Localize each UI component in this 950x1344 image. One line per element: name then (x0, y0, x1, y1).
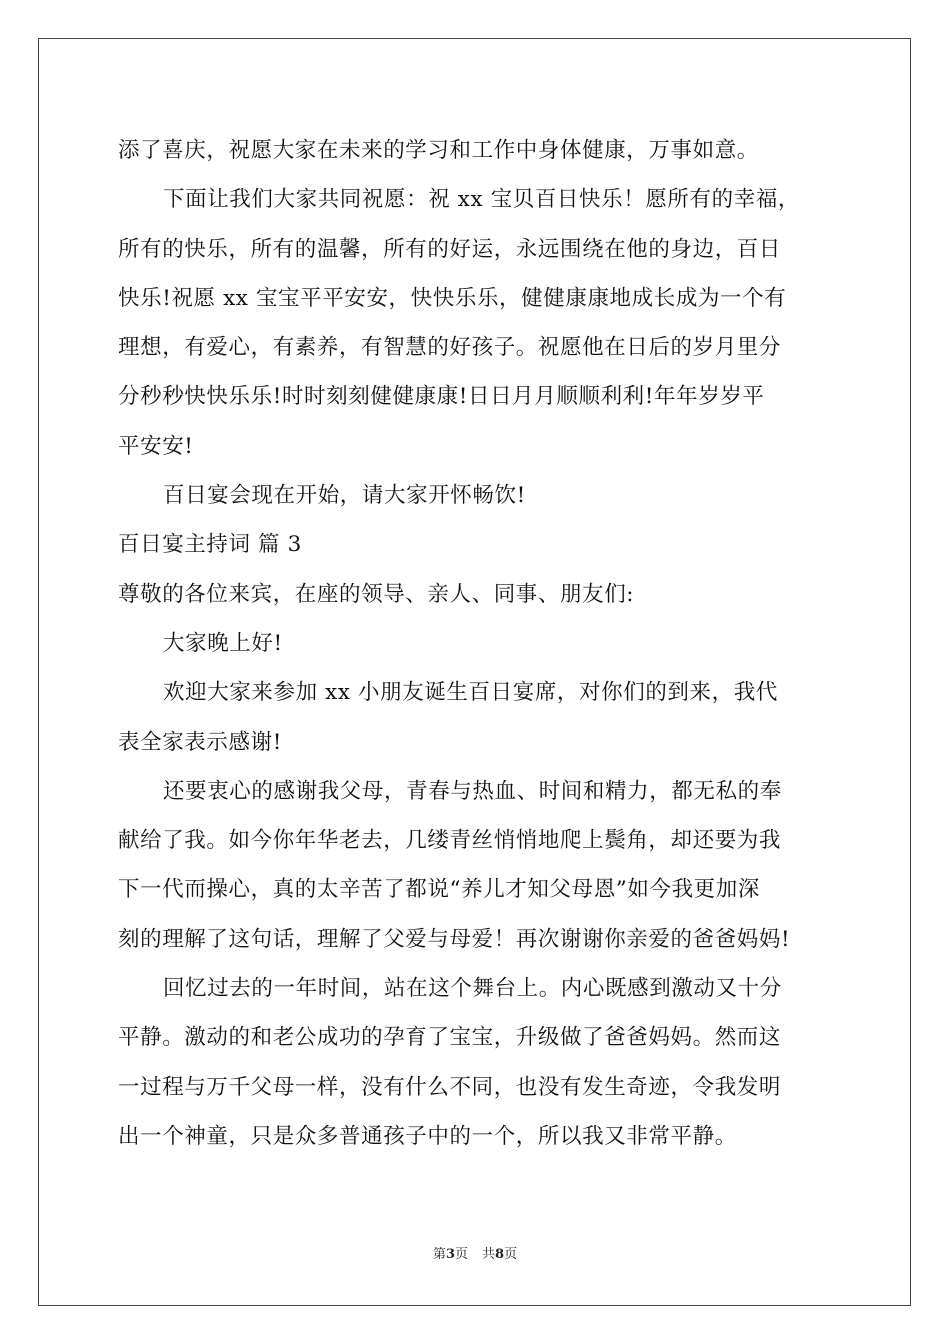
text-line: 表全家表示感谢! (118, 729, 282, 755)
text-line: 理想，有爱心，有素养，有智慧的好孩子。祝愿他在日后的岁月里分 (118, 335, 782, 361)
text-line: 添了喜庆，祝愿大家在未来的学习和工作中身体健康，万事如意。 (118, 138, 759, 163)
text-line: 快乐!祝愿 xx 宝宝平平安安，快快乐乐，健健康康地成长成为一个有 (118, 285, 787, 311)
current-page-number: 3 (445, 1247, 455, 1262)
text-line: 平安安! (118, 433, 194, 459)
text-line: 下一代而操心，真的太辛苦了都说“养儿才知父母恩”如今我更加深 (118, 877, 760, 903)
text-line: 欢迎大家来参加 xx 小朋友诞生百日宴席，对你们的到来，我代 (163, 680, 778, 706)
text-line: 下面让我们大家共同祝愿：祝 xx 宝贝百日快乐！愿所有的幸福， (163, 187, 801, 213)
text-line: 回忆过去的一年时间，站在这个舞台上。内心既感到激动又十分 (163, 976, 782, 1002)
total-pages-label: 共8页 (482, 1247, 518, 1262)
section-heading: 百日宴主持词 篇 3 (118, 532, 302, 558)
salutation-line: 尊敬的各位来宾，在座的领导、亲人、同事、朋友们: (118, 581, 635, 607)
text-line: 分秒秒快快乐乐!时时刻刻健健康康!日日月月顺顺利利!年年岁岁平 (118, 384, 765, 410)
page-number-label: 第3页 (432, 1247, 468, 1262)
text-line: 出一个神童，只是众多普通孩子中的一个，所以我又非常平静。 (118, 1123, 737, 1149)
text-line: 百日宴会现在开始，请大家开怀畅饮! (163, 483, 526, 509)
text-line: 献给了我。如今你年华老去，几缕青丝悄悄地爬上鬓角，却还要为我 (118, 828, 782, 854)
page-footer (0, 1246, 950, 1264)
text-line: 一过程与万千父母一样，没有什么不同，也没有发生奇迹，令我发明 (118, 1074, 782, 1100)
greeting-line: 大家晚上好! (163, 630, 283, 656)
text-line: 平静。激动的和老公成功的孕育了宝宝，升级做了爸爸妈妈。然而这 (118, 1025, 782, 1051)
document-body (118, 126, 853, 1161)
text-line: 刻的理解了这句话，理解了父爱与母爱！再次谢谢你亲爱的爸爸妈妈! (118, 926, 791, 952)
text-line: 还要衷心的感谢我父母，青春与热血、时间和精力，都无私的奉 (163, 778, 782, 804)
text-line: 所有的快乐，所有的温馨，所有的好运，永远围绕在他的身边，百日 (118, 236, 782, 262)
total-page-count: 8 (495, 1247, 505, 1262)
